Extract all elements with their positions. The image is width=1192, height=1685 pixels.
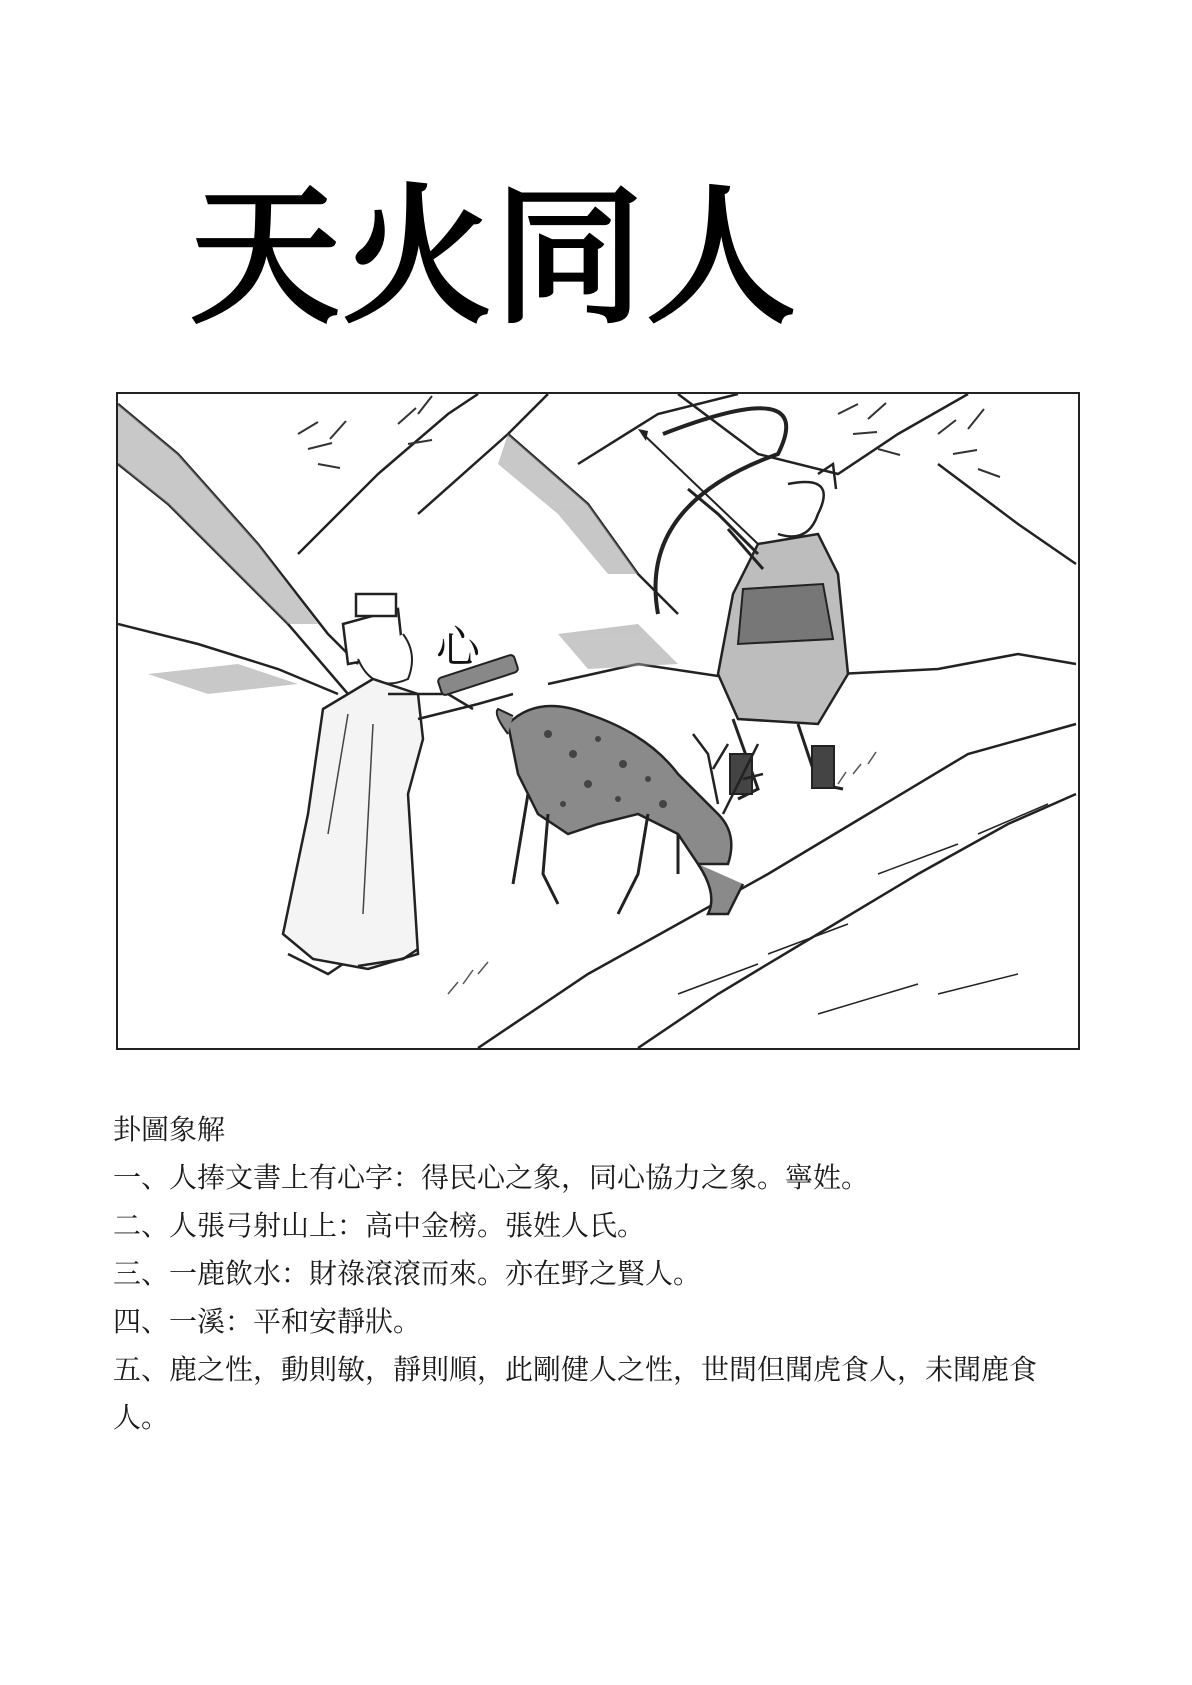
scholar-figure (283, 594, 519, 974)
interpretation-section (113, 1106, 1073, 1442)
deer-figure (497, 706, 763, 914)
interpretation-item-2: 二、人張弓射山上：高中金榜。張姓人氏。 (113, 1209, 646, 1242)
interpretation-heading: 卦圖象解 (113, 1113, 226, 1146)
heart-character-label: 心 (436, 622, 480, 673)
page-title: 天火同人 (190, 171, 799, 345)
interpretation-item-3: 三、一鹿飲水：財祿滾滾而來。亦在野之賢人。 (113, 1257, 702, 1290)
interpretation-item-5: 五、鹿之性，動則敏，靜則順，此剛健人之性，世間但聞虎食人，未聞鹿食人。 (113, 1353, 1038, 1434)
interpretation-item-1: 一、人捧文書上有心字：得民心之象，同心協力之象。寧姓。 (113, 1161, 870, 1194)
archer-figure (638, 408, 848, 799)
interpretation-item-4: 四、一溪：平和安靜狀。 (113, 1305, 422, 1338)
illustration-drawing (118, 394, 1078, 1048)
hexagram-illustration (116, 392, 1080, 1050)
